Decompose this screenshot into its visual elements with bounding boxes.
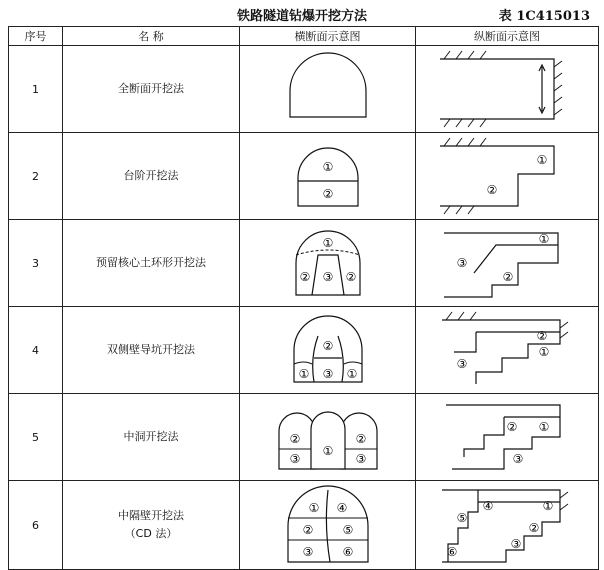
section-label-1: ① — [322, 160, 333, 174]
section-label-1: ① — [308, 501, 319, 515]
table-row — [9, 46, 599, 133]
section-label-4: ④ — [336, 501, 347, 515]
longitudinal-diagram — [416, 220, 599, 307]
section-label-4: ④ — [482, 499, 494, 513]
section-label-3: ③ — [512, 452, 524, 466]
method-name — [63, 394, 240, 481]
section-label-3: ③ — [322, 270, 333, 284]
cd-method-cross-section — [278, 482, 378, 568]
double-side-drift-longitudinal — [432, 308, 582, 392]
row-number: 4 — [9, 307, 63, 394]
section-label-2: ② — [502, 270, 514, 284]
method-name-text: 全断面开挖法 — [118, 82, 184, 95]
section-label-6: ⑥ — [342, 545, 353, 559]
excavation-methods-table — [8, 26, 599, 570]
header-longitudinal: 纵断面示意图 — [416, 27, 599, 46]
method-name-text: 双侧壁导坑开挖法 — [107, 343, 195, 356]
core-soil-longitudinal — [432, 221, 582, 305]
section-label-2-left: ② — [289, 432, 300, 446]
section-label-2-right: ② — [345, 270, 356, 284]
longitudinal-diagram — [416, 46, 599, 133]
row-number: 5 — [9, 394, 63, 481]
section-label-1: ① — [542, 499, 554, 513]
section-label-1: ① — [322, 444, 333, 458]
title-row — [0, 0, 604, 26]
section-label-2-right: ② — [355, 432, 366, 446]
section-label-3-left: ③ — [289, 452, 300, 466]
table-row — [9, 394, 599, 481]
section-label-2: ② — [322, 339, 333, 353]
section-label-2: ② — [302, 523, 313, 537]
section-label-2: ② — [536, 329, 548, 343]
cross-section-diagram — [240, 394, 416, 481]
table-row — [9, 481, 599, 570]
header-no: 序号 — [9, 27, 63, 46]
section-label-1: ① — [538, 420, 550, 434]
center-drift-longitudinal — [432, 395, 582, 479]
section-label-1: ① — [538, 232, 550, 246]
cross-section-diagram — [240, 307, 416, 394]
table-row — [9, 307, 599, 394]
section-label-3: ③ — [322, 367, 333, 381]
cross-section-diagram — [240, 220, 416, 307]
section-label-3: ③ — [510, 537, 522, 551]
full-face-cross-section — [278, 47, 378, 131]
method-name — [63, 46, 240, 133]
row-number: 2 — [9, 133, 63, 220]
method-name-text: 中隔壁开挖法 — [118, 509, 184, 522]
method-name-text: 中洞开挖法 — [123, 430, 179, 443]
cd-method-longitudinal — [432, 482, 582, 568]
section-label-2: ② — [322, 187, 333, 201]
method-name-text: 台阶开挖法 — [123, 169, 179, 182]
method-name-text: 预留核心土环形开挖法 — [96, 256, 206, 269]
section-label-1-right: ① — [346, 367, 357, 381]
document-title: 铁路隧道钻爆开挖方法 — [236, 9, 367, 24]
full-face-longitudinal — [432, 47, 582, 131]
longitudinal-diagram — [416, 394, 599, 481]
section-label-2: ② — [486, 183, 498, 197]
double-side-drift-cross-section — [278, 308, 378, 392]
section-label-5: ⑤ — [342, 523, 353, 537]
section-label-1: ① — [322, 236, 333, 250]
section-label-3: ③ — [456, 357, 468, 371]
table-row — [9, 220, 599, 307]
method-name — [63, 481, 240, 570]
section-label-2-left: ② — [299, 270, 310, 284]
longitudinal-diagram — [416, 307, 599, 394]
longitudinal-diagram — [416, 133, 599, 220]
bench-cross-section — [278, 134, 378, 218]
table-number: 表 1C415013 — [498, 9, 590, 24]
method-name — [63, 307, 240, 394]
method-name — [63, 133, 240, 220]
row-number: 6 — [9, 481, 63, 570]
header-name: 名 称 — [63, 27, 240, 46]
section-label-2: ② — [506, 420, 518, 434]
bench-longitudinal — [432, 134, 582, 218]
section-label-2: ② — [528, 521, 540, 535]
section-label-3-right: ③ — [355, 452, 366, 466]
cross-section-diagram — [240, 481, 416, 570]
longitudinal-diagram — [416, 481, 599, 570]
section-label-1: ① — [538, 345, 550, 359]
row-number: 3 — [9, 220, 63, 307]
header-cross-section: 横断面示意图 — [240, 27, 416, 46]
section-label-1-left: ① — [298, 367, 309, 381]
method-name — [63, 220, 240, 307]
center-drift-cross-section — [273, 395, 383, 479]
section-label-5: ⑤ — [456, 511, 468, 525]
section-label-6: ⑥ — [446, 545, 458, 559]
section-label-1: ① — [536, 153, 548, 167]
core-soil-cross-section — [278, 221, 378, 305]
section-label-3: ③ — [456, 256, 468, 270]
header-row — [9, 27, 599, 46]
section-label-3: ③ — [302, 545, 313, 559]
table-row — [9, 133, 599, 220]
row-number: 1 — [9, 46, 63, 133]
cross-section-diagram — [240, 46, 416, 133]
method-name-subtext: （CD 法） — [124, 527, 178, 540]
cross-section-diagram — [240, 133, 416, 220]
